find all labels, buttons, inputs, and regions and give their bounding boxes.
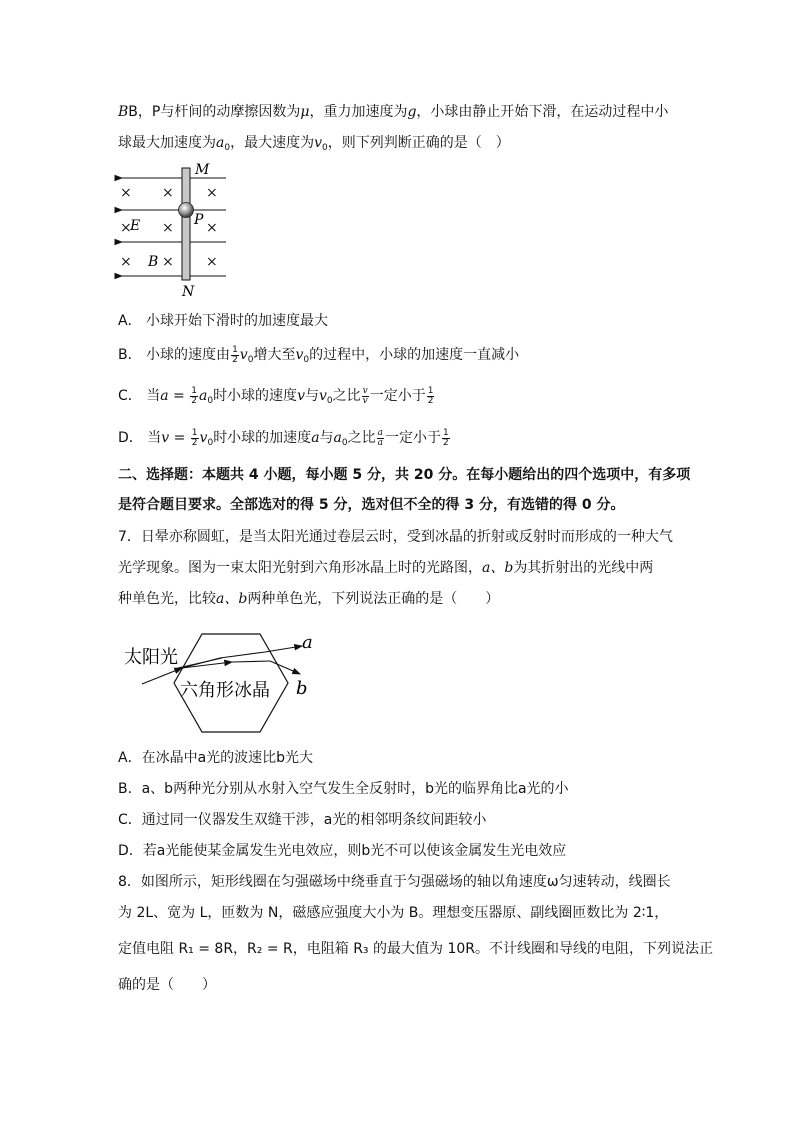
label-M: M — [195, 162, 210, 178]
svg-text:×: × — [120, 185, 132, 201]
rod-field-figure — [112, 160, 234, 300]
option-6b: B． 小球的速度由 $\frac{1}{2}$ $v_0$增大至$v_0$的过程中，小球的加速度一直减小 — [118, 344, 520, 365]
q7-line-3: 种单色光，比较a、b两种单色光，下列说法正确的是（ ） — [118, 591, 500, 607]
intro-line-2: 球最大加速度为$a_0$，最大速度为$v_0$，则下列判断正确的是（ ） — [118, 135, 510, 153]
q7-line-2: 光学现象。图为一束太阳光射到六角形冰晶上时的光路图，a、b为其折射出的光线中两 — [118, 560, 654, 576]
option-6d: D． 当v = $\frac{1}{2}$ $v_0$时小球的加速度a与$a_0$之比 $\frac{a}{a}$ 一定小于 $\frac{1}{2}$ — [118, 427, 449, 448]
section-2-line-2: 是符合题目要求。全部选对的得 5 分，选对但不全的得 3 分，有选错的得 0 分。 — [118, 497, 625, 513]
q7-line-1: 7．日晕亦称圆虹，是当太阳光通过卷层云时，受到冰晶的折射或反射时而形成的一种大气 — [118, 529, 673, 545]
ball-p — [179, 203, 194, 218]
label-N: N — [182, 284, 195, 300]
label-P: P — [194, 212, 204, 228]
option-7a: A．在冰晶中a光的波速比b光大 — [118, 750, 314, 766]
label-E: E — [130, 218, 141, 234]
q8-line-3: 定值电阻 R₁ = 8R，R₂ = R，电阻箱 R₃ 的最大值为 10R。不计线圈和导线的电阻，下列说法正 — [118, 941, 713, 957]
q8-line-4: 确的是（ ） — [118, 977, 216, 993]
label-crystal: 六角形冰晶 — [180, 680, 270, 701]
svg-text:×: × — [120, 254, 132, 270]
label-a: a — [302, 632, 313, 653]
q8-line-1: 8．如图所示，矩形线圈在匀强磁场中绕垂直于匀强磁场的轴以角速度ω匀速转动，线圈长 — [118, 874, 671, 890]
svg-text:×: × — [162, 185, 174, 201]
svg-text:×: × — [162, 254, 174, 270]
section-2-line-1: 二、选择题：本题共 4 小题，每小题 5 分，共 20 分。在每小题给出的四个选项中，有多项 — [118, 467, 691, 483]
svg-text:×: × — [206, 220, 218, 236]
intro-line-1: BB，P与杆间的动摩擦因数为μ，重力加速度为g，小球由静止开始下滑，在运动过程中小 — [118, 104, 669, 120]
svg-text:×: × — [162, 220, 174, 236]
label-sunlight: 太阳光 — [124, 647, 178, 668]
option-7b: B．a、b两种光分别从水射入空气发生全反射时，b光的临界角比a光的小 — [118, 781, 569, 797]
svg-text:×: × — [120, 220, 132, 236]
svg-text:×: × — [206, 254, 218, 270]
ice-crystal-figure — [120, 628, 326, 740]
option-6c: C． 当a = $\frac{1}{2}$ $a_0$时小球的速度v与$v_0$之比 $\frac{v}{v}$ 一定小于 $\frac{1}{2}$ — [118, 385, 434, 406]
label-b: b — [296, 678, 308, 699]
option-7c: C．通过同一仪器发生双缝干涉，a光的相邻明条纹间距较小 — [118, 812, 487, 828]
rod — [182, 168, 190, 280]
label-B: B — [148, 254, 159, 270]
option-6a: A． 小球开始下滑时的加速度最大 — [118, 313, 329, 329]
svg-text:×: × — [206, 185, 218, 201]
q8-line-2: 为 2L、宽为 L，匝数为 N，磁感应强度大小为 B。理想变压器原、副线圈匝数比为 2∶1， — [118, 905, 669, 921]
option-7d: D．若a光能使某金属发生光电效应，则b光不可以使该金属发生光电效应 — [118, 843, 567, 859]
